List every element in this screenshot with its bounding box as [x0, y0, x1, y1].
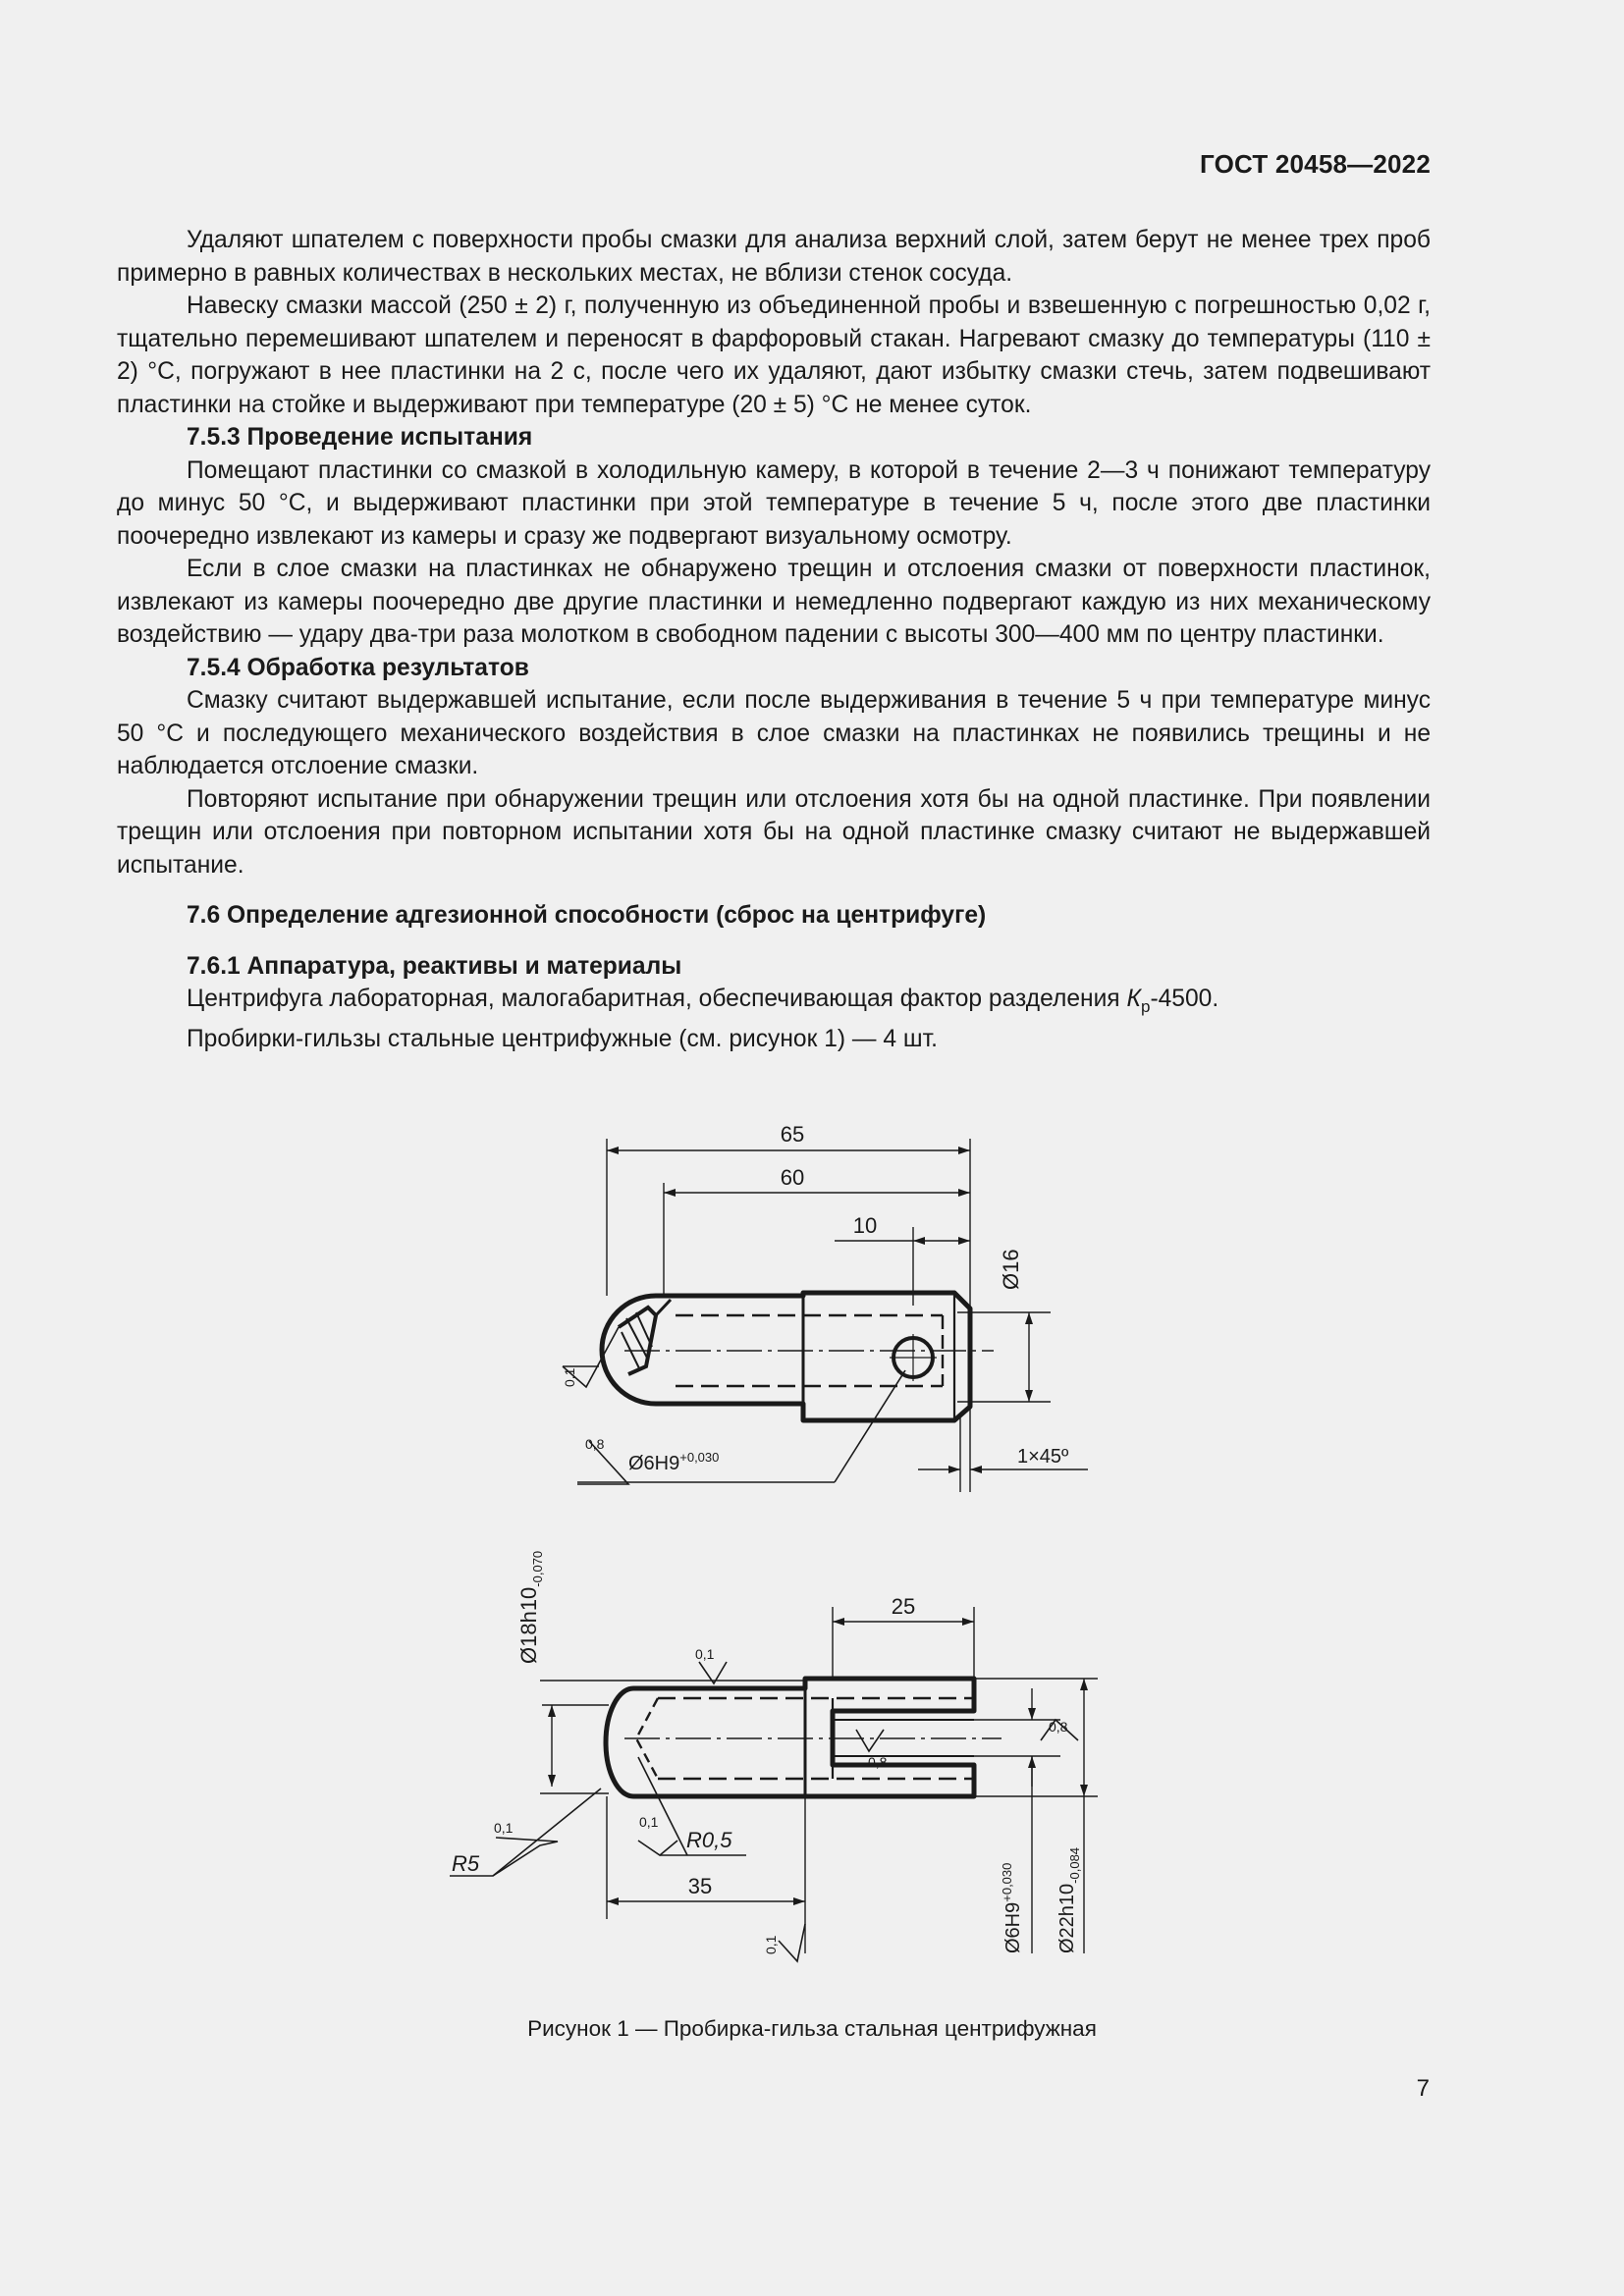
- paragraph-tubes: Пробирки-гильзы стальные центрифужные (см. рисунок 1) — 4 шт.: [187, 1026, 938, 1053]
- dim-d6: [1000, 1863, 1024, 1953]
- section-heading-7-6: 7.6 Определение адгезионной способности (сброс на центрифуге): [187, 902, 987, 929]
- section-heading-7-6-1: 7.6.1 Аппаратура, реактивы и материалы: [187, 952, 682, 980]
- roughness-r05: 0,1: [639, 1814, 659, 1830]
- dim-10: 10: [852, 1213, 878, 1238]
- d6-tol: +0,030: [1000, 1862, 1014, 1902]
- dim-d16: Ø16: [999, 1249, 1023, 1290]
- roughness-bottom: 0,1: [763, 1935, 779, 1954]
- radius-r5: R5: [452, 1851, 480, 1876]
- d18-tol: -0,070: [530, 1550, 545, 1587]
- sleeve-drawing: [450, 1607, 1098, 1961]
- symbol: К: [1126, 986, 1141, 1012]
- roughness-top: 0,1: [695, 1646, 715, 1662]
- dim-35: 35: [687, 1874, 713, 1898]
- subscript: р: [1140, 996, 1151, 1016]
- paragraph: Повторяют испытание при обнаружении трещин или отслоения хотя бы на одной пластинке. При появлении трещин или отслоения при повторном испытании хотя бы на одной пластинке смазку считают не выдержавшей испытание.: [117, 785, 1431, 879]
- paragraph: Если в слое смазки на пластинках не обнаружено трещин и отслоения смазки от поверхности пластинок, извлекают из камеры поочередно две другие пластинки и немедленно подвергают каждую из них механическому воздействию — удару два-три раза молотком в свободном падении с высоты 300—400 мм по центру пластинки.: [117, 556, 1431, 648]
- figure-caption: Рисунок 1 — Пробирка-гильза стальная центрифужная: [527, 2016, 1097, 2041]
- roughness-right: 0,8: [1049, 1719, 1068, 1735]
- page-number: 7: [1416, 2075, 1430, 2102]
- text: Центрифуга лабораторная, малогабаритная, обеспечивающая фактор разделения: [187, 986, 1127, 1012]
- d18-base: Ø18h10: [516, 1586, 541, 1664]
- paragraph: Удаляют шпателем с поверхности пробы смазки для анализа верхний слой, затем берут не менее трех проб примерно в равных количествах в нескольких местах, не вблизи стенок сосуда.: [117, 227, 1431, 287]
- document-code: ГОСТ 20458—2022: [1200, 149, 1431, 179]
- cap-drawing: [563, 1139, 1088, 1492]
- dim-25: 25: [891, 1594, 916, 1619]
- paragraph: Навеску смазки массой (250 ± 2) г, полученную из объединенной пробы и взвешенную с погрешностью 0,02 г, тщательно перемешивают шпателем и переносят в фарфоровый стакан. Нагревают смазку до температуры (110 ± 2) °С, погружают в нее пластинки на 2 с, после чего их удаляют, дают избытку смазки стечь, затем подвешивают пластинки на стойке и выдерживают при температуре (20 ± 5) °С не менее суток.: [117, 293, 1431, 418]
- text: -4500.: [1150, 986, 1219, 1012]
- dim-d22: [1056, 1847, 1082, 1953]
- roughness-0-8: 0,8: [585, 1436, 605, 1452]
- hole-tol: +0,030: [679, 1450, 720, 1465]
- paragraph: Смазку считают выдержавшей испытание, если после выдерживания в течение 5 ч при температуре минус 50 °С и последующего механического воздействия в слое смазки на пластинках не появились трещины и не наблюдается отслоение смазки.: [117, 687, 1431, 779]
- dim-d18: [516, 1551, 545, 1664]
- d22-tol: -0,084: [1067, 1846, 1082, 1884]
- d22-base: Ø22h10: [1056, 1883, 1078, 1953]
- roughness-slot: 0,8: [868, 1754, 888, 1770]
- roughness-r5: 0,1: [494, 1820, 514, 1836]
- paragraph: Помещают пластинки со смазкой в холодильную камеру, в которой в течение 2—3 ч понижают температуру до минус 50 °С, и выдерживают пластинки при этой температуре в течение 5 ч, после этого две пластинки поочередно извлекают из камеры и сразу же подвергают визуальному осмотру.: [117, 456, 1431, 550]
- d6-base: Ø6H9: [1002, 1901, 1024, 1953]
- hole-tolerance: [628, 1450, 719, 1474]
- radius-r05: R0,5: [686, 1828, 732, 1852]
- chamfer-label: 1×45º: [1017, 1446, 1069, 1468]
- dim-60: 60: [780, 1165, 805, 1190]
- roughness-0-1: 0,1: [562, 1367, 577, 1387]
- hole-base: Ø6H9: [628, 1453, 680, 1474]
- section-heading-7-5-3: 7.5.3 Проведение испытания: [187, 424, 533, 451]
- section-heading-7-5-4: 7.5.4 Обработка результатов: [187, 654, 529, 681]
- dim-65: 65: [780, 1122, 805, 1147]
